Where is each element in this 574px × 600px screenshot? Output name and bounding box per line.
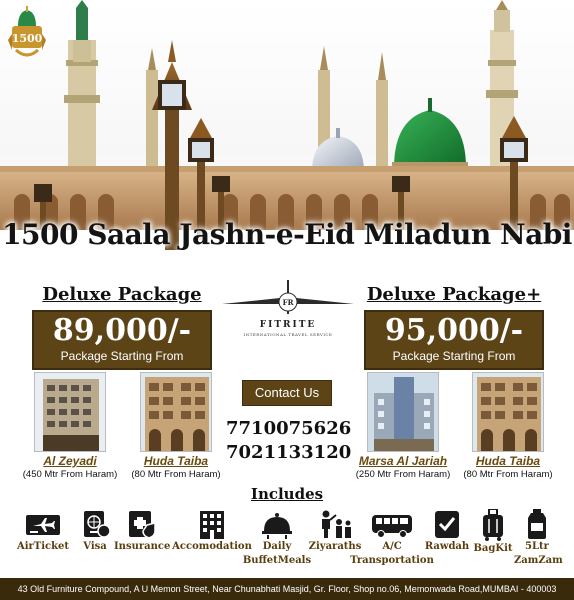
include-label: Ziyaraths: [308, 541, 362, 552]
include-label: Daily: [262, 541, 292, 552]
price-box: [364, 310, 544, 370]
anniversary-badge: [6, 6, 48, 60]
include-bagkit: [470, 509, 516, 555]
hotel-distance: (80 Mtr From Haram): [463, 469, 553, 480]
phone-number[interactable]: 7021133120: [226, 442, 352, 463]
include-label: A/C: [382, 541, 402, 552]
footer-address: 43 Old Furniture Compound, A U Memon Street, Near Chunabhati Masjid, Gr. Floor, Shop no.06, Memonwada Road,MUMBAI - 400003: [0, 578, 574, 600]
hotel-building-icon: [195, 509, 229, 539]
airplane-logo-icon: [218, 278, 358, 320]
hotel-distance: (250 Mtr From Haram): [355, 469, 451, 480]
badge-number: 1500: [11, 32, 43, 45]
checklist-icon: [432, 509, 462, 539]
includes-heading: Includes: [250, 485, 324, 503]
logo-name: FITRITE: [259, 320, 317, 330]
logo-tagline: INTERNATIONAL TRAVEL SERVICE: [243, 332, 333, 337]
hotel-card: [22, 372, 118, 481]
luggage-icon: [480, 509, 506, 541]
include-accomodation: [172, 509, 252, 553]
include-label: Visa: [83, 541, 107, 552]
include-label-line2: BuffetMeals: [242, 555, 312, 566]
hotel-distance: (80 Mtr From Haram): [131, 469, 221, 480]
phone-number[interactable]: 7710075626: [226, 418, 352, 439]
include-label: Insurance: [114, 541, 171, 552]
fitrite-logo: [218, 278, 358, 348]
contact-us-button[interactable]: Contact Us: [242, 380, 332, 406]
insurance-icon: [125, 509, 159, 539]
include-label: Accomodation: [172, 541, 252, 552]
airplane-ticket-icon: [24, 509, 62, 539]
hotel-photo: [472, 372, 544, 452]
hotel-name: Marsa Al Jariah: [358, 454, 448, 468]
include-label: Rawdah: [424, 541, 470, 552]
hotel-distance: (450 Mtr From Haram): [22, 469, 118, 480]
package-price-caption: Package Starting From: [392, 349, 516, 363]
package-price: 89,000/-: [52, 313, 192, 348]
include-label-line2: Transportation: [350, 555, 434, 566]
include-label-line2: ZamZam: [514, 555, 563, 566]
hotel-photo: [140, 372, 212, 452]
hotel-name: Al Zeyadi: [43, 454, 97, 468]
hero-banner: [0, 0, 574, 272]
passport-icon: [78, 509, 112, 539]
page-title: 1500 Saala Jashn-e-Eid Miladun Nabi: [2, 218, 572, 251]
hotel-photo: [367, 372, 439, 452]
include-zamzam: [514, 509, 563, 567]
hotel-name: Huda Taiba: [143, 454, 209, 468]
hotel-card: [355, 372, 451, 481]
hotel-card: [128, 372, 224, 481]
group-tour-icon: [316, 509, 354, 539]
package-card-deluxe: [32, 284, 212, 370]
hotel-card: [460, 372, 556, 481]
include-airticket: [14, 509, 72, 553]
price-box: [32, 310, 212, 370]
include-insurance: [114, 509, 170, 553]
hotel-name: Huda Taiba: [475, 454, 541, 468]
hotel-photo: [34, 372, 106, 452]
include-buffet: [242, 509, 312, 567]
buffet-icon: [260, 509, 294, 539]
package-title: Deluxe Package+: [366, 284, 542, 305]
package-card-deluxe-plus: [364, 284, 544, 370]
include-label: BagKit: [473, 543, 513, 554]
include-visa: [74, 509, 116, 553]
package-price-caption: Package Starting From: [60, 349, 184, 363]
package-title: Deluxe Package: [42, 284, 202, 305]
package-price: 95,000/-: [384, 313, 524, 348]
include-rawdah: [420, 509, 474, 553]
bus-icon: [370, 509, 414, 539]
include-label: 5Ltr: [525, 541, 549, 552]
include-label: AirTicket: [16, 541, 70, 552]
zamzam-bottle-icon: [525, 509, 549, 539]
logo-mark: FR: [282, 298, 294, 307]
